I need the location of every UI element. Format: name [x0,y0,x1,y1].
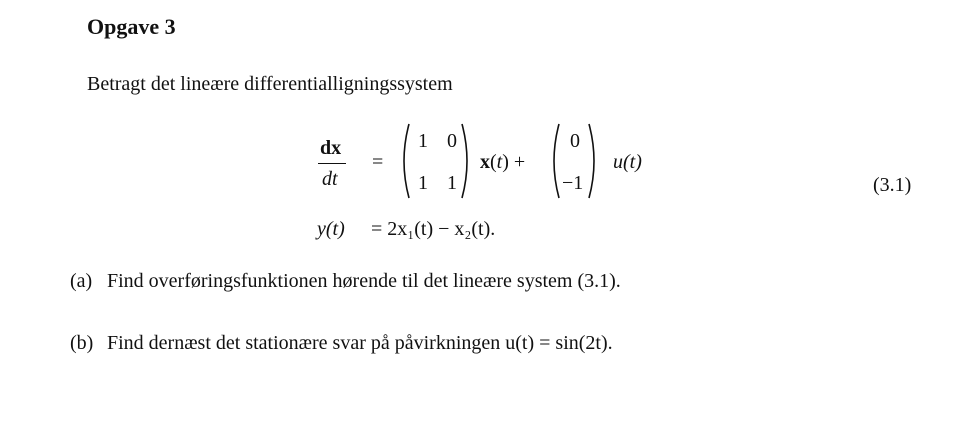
item-b-text: Find dernæst det stationære svar på påvirkningen u(t) = sin(2t). [107,332,613,354]
fraction-bar [318,163,346,164]
fraction-numerator: dx [320,137,342,159]
output-rhs: = 2x₁(t) − x₂(t). [371,218,496,240]
item-b [70,332,93,355]
state-vector-term: x(t) + [480,151,526,173]
state-vector: x [480,151,490,173]
matrix-a-r2c1: 1 [418,172,428,194]
fraction-denominator: dt [322,168,338,190]
state-vector-arg: (t) [490,151,509,173]
vector-b-r1: 0 [570,130,580,152]
matrix-a-r1c2: 0 [447,130,457,152]
equation-number: (3.1) [873,174,912,196]
output-lhs: y(t) [317,218,345,240]
vector-b-left-paren [547,122,561,200]
item-b-label: (b) [70,332,94,354]
item-a-label: (a) [70,270,93,292]
item-a-text: Find overføringsfunktionen hørende til det lineære system (3.1). [107,270,621,292]
matrix-a-r2c2: 1 [447,172,457,194]
exercise-title: Opgave 3 [87,14,176,39]
vector-b-r2: −1 [562,172,584,194]
matrix-a-r1c1: 1 [418,130,428,152]
matrix-a-right-paren [460,122,474,200]
intro-text: Betragt det lineære differentialligningssystem [87,73,453,95]
input-term: u(t) [613,151,642,173]
matrix-a-left-paren [397,122,411,200]
item-a [70,270,92,293]
equals-sign: = [372,151,384,173]
vector-b-right-paren [587,122,601,200]
